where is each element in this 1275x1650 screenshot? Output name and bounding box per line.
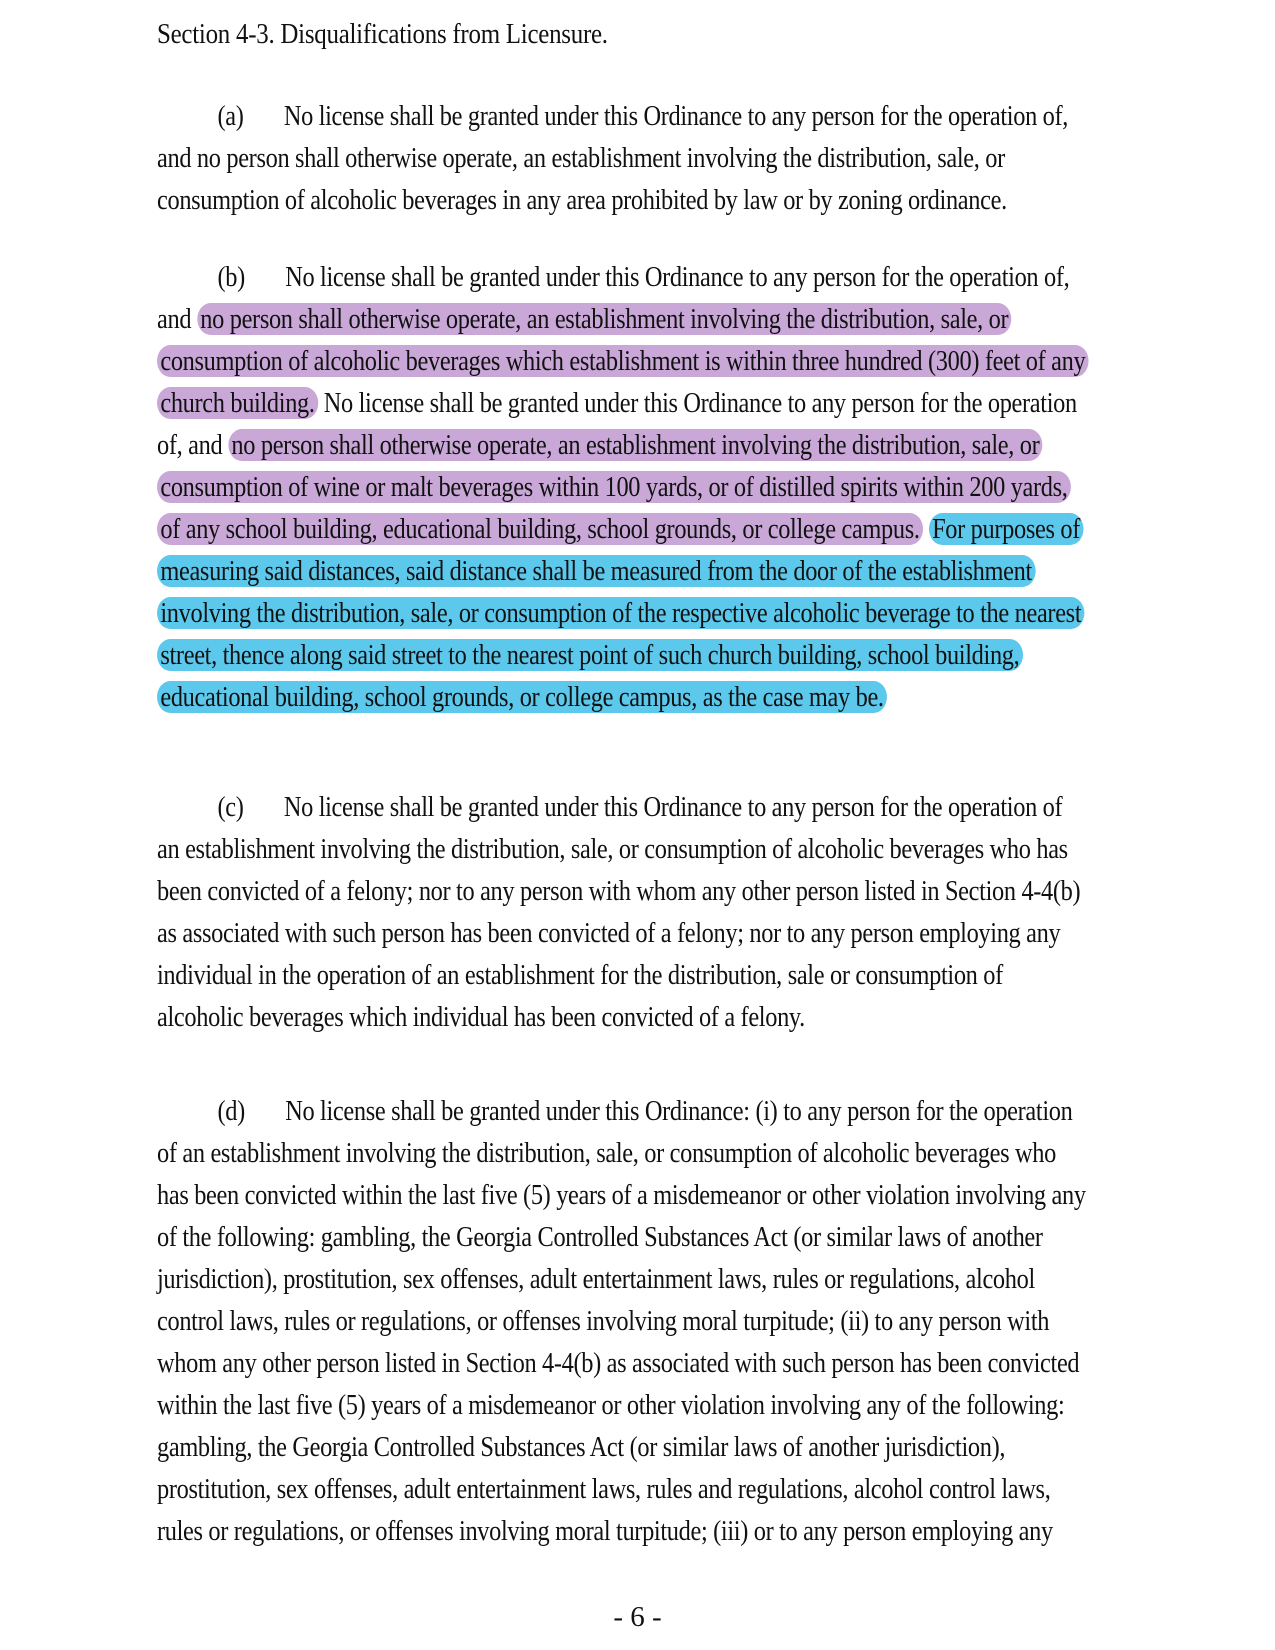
paragraph-c xyxy=(157,786,1157,1038)
paragraph-b-line-1 xyxy=(157,256,1070,298)
paragraph-a-text: No license shall be granted under this Ordinance to any person for the operation of, xyxy=(283,100,1069,132)
paragraph-d-line-8: within the last five (5) years of a misdemeanor or other violation involving any of the following: xyxy=(157,1389,1065,1421)
paragraph-d-line-2: of an establishment involving the distribution, sale, or consumption of alcoholic beverages who xyxy=(157,1137,1056,1169)
paragraph-d xyxy=(157,1090,1157,1552)
blue-highlight: street, thence along said street to the nearest point of such church building, school building, xyxy=(157,639,1023,671)
paragraph-b-line-4 xyxy=(157,382,1077,424)
purple-highlight: consumption of wine or malt beverages within 100 yards, or of distilled spirits within 200 yards, xyxy=(157,471,1071,503)
paragraph-b-line-8 xyxy=(157,550,1032,592)
paragraph-c-line-5: individual in the operation of an establishment for the distribution, sale or consumption of xyxy=(157,959,1003,991)
paragraph-d-line-4: of the following: gambling, the Georgia Controlled Substances Act (or similar laws of another xyxy=(157,1221,1043,1253)
text-run xyxy=(923,513,929,545)
page-number: - 6 - xyxy=(613,1601,662,1633)
blue-highlight: For purposes of xyxy=(929,513,1084,545)
paragraph-d-line-11: rules or regulations, or offenses involving moral turpitude; (iii) or to any person employing any xyxy=(157,1515,1053,1547)
paragraph-a xyxy=(157,95,1157,221)
paragraph-d-line-9: gambling, the Georgia Controlled Substances Act (or similar laws of another jurisdiction), xyxy=(157,1431,1006,1463)
purple-highlight: church building. xyxy=(157,387,318,419)
paragraph-b-line-3 xyxy=(157,340,1086,382)
section-heading: Section 4-3. Disqualifications from Licensure. xyxy=(157,18,608,50)
text-run: and xyxy=(157,303,197,335)
paragraph-c-line-3: been convicted of a felony; nor to any person with whom any other person listed in Section 4-4(b) xyxy=(157,875,1081,907)
paragraph-c-label: (c) xyxy=(217,791,244,823)
paragraph-b-line-5 xyxy=(157,424,1040,466)
paragraph-a-label: (a) xyxy=(217,100,244,132)
paragraph-c-line-1 xyxy=(157,786,1063,828)
paragraph-a-line-2: and no person shall otherwise operate, an establishment involving the distribution, sale, or xyxy=(157,142,1005,174)
blue-highlight: involving the distribution, sale, or consumption of the respective alcoholic beverage to the nearest xyxy=(157,597,1085,629)
paragraph-b-line-9 xyxy=(157,592,1082,634)
paragraph-b-line-7 xyxy=(157,508,1080,550)
paragraph-b-line-10 xyxy=(157,634,1020,676)
paragraph-d-line-1 xyxy=(157,1090,1073,1132)
paragraph-b-text: No license shall be granted under this Ordinance to any person for the operation of, xyxy=(285,261,1070,293)
paragraph-b-line-2 xyxy=(157,298,1009,340)
paragraph-c-line-2: an establishment involving the distribution, sale, or consumption of alcoholic beverages who has xyxy=(157,833,1068,865)
paragraph-b-line-11 xyxy=(157,676,997,718)
paragraph-a-line-3: consumption of alcoholic beverages in any area prohibited by law or by zoning ordinance. xyxy=(157,184,1007,216)
paragraph-d-label: (d) xyxy=(217,1095,245,1127)
text-run: No license shall be granted under this Ordinance to any person for the operation xyxy=(318,387,1077,419)
paragraph-d-text: No license shall be granted under this Ordinance: (i) to any person for the operation xyxy=(285,1095,1073,1127)
paragraph-b-line-6 xyxy=(157,466,1068,508)
paragraph-c-text: No license shall be granted under this Ordinance to any person for the operation of xyxy=(283,791,1063,823)
blue-highlight: measuring said distances, said distance shall be measured from the door of the establishment xyxy=(157,555,1035,587)
paragraph-b-label: (b) xyxy=(217,261,245,293)
blue-highlight: educational building, school grounds, or college campus, as the case may be. xyxy=(157,681,887,713)
paragraph-d-line-10: prostitution, sex offenses, adult entertainment laws, rules and regulations, alcohol control laws, xyxy=(157,1473,1051,1505)
purple-highlight: consumption of alcoholic beverages which establishment is within three hundred (300) feet of any xyxy=(157,345,1089,377)
paragraph-d-line-3: has been convicted within the last five (5) years of a misdemeanor or other violation involving any xyxy=(157,1179,1086,1211)
paragraph-d-line-7: whom any other person listed in Section 4-4(b) as associated with such person has been convicted xyxy=(157,1347,1080,1379)
text-run: of, and xyxy=(157,429,229,461)
paragraph-c-line-4: as associated with such person has been convicted of a felony; nor to any person employing any xyxy=(157,917,1061,949)
paragraph-d-line-6: control laws, rules or regulations, or offenses involving moral turpitude; (ii) to any person with xyxy=(157,1305,1050,1337)
purple-highlight: no person shall otherwise operate, an establishment involving the distribution, sale, or xyxy=(228,429,1043,461)
paragraph-d-line-5: jurisdiction), prostitution, sex offenses, adult entertainment laws, rules or regulations, alcohol xyxy=(157,1263,1035,1295)
paragraph-a-line-1 xyxy=(157,95,1069,137)
purple-highlight: no person shall otherwise operate, an establishment involving the distribution, sale, or xyxy=(197,303,1012,335)
paragraph-c-line-6: alcoholic beverages which individual has been convicted of a felony. xyxy=(157,1001,805,1033)
paragraph-b xyxy=(157,256,1157,718)
purple-highlight: of any school building, educational building, school grounds, or college campus. xyxy=(157,513,923,545)
